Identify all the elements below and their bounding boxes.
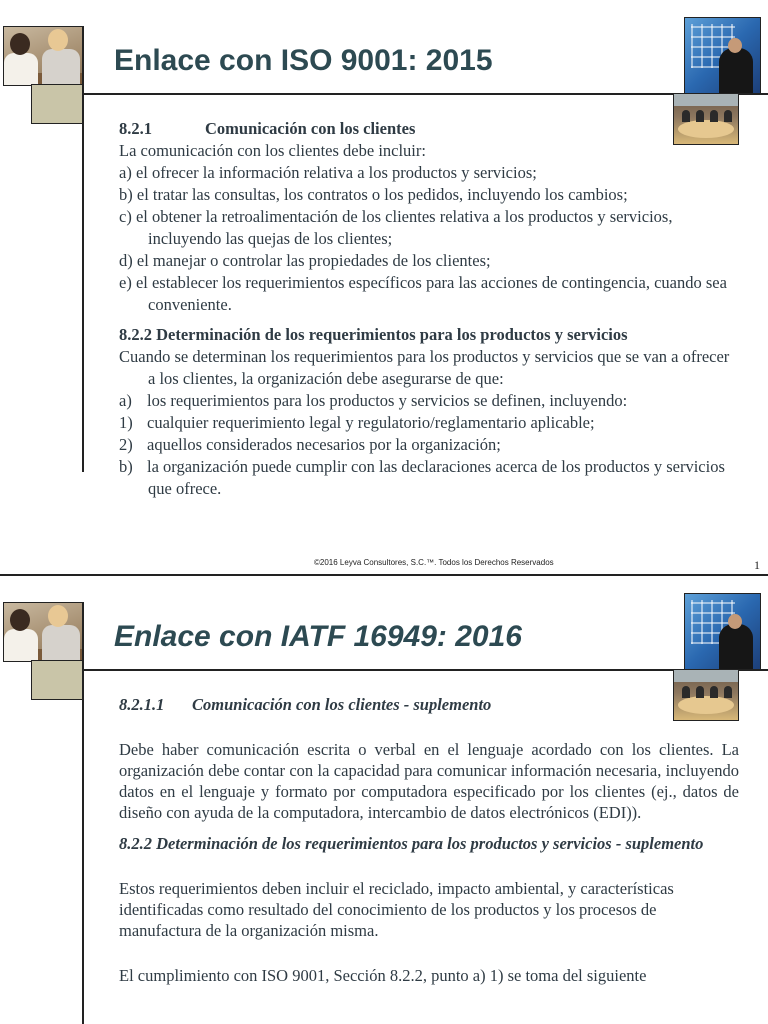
section-body: Debe haber comunicación escrita o verbal en el lenguaje acordado con los clientes. La organización debe contar con la capacidad para comunicar información necesaria, incluyendo datos en el lenguaje y formato por computadora especificado por los clientes (ej., datos de diseño con ayuda de la computadora, intercambio de datos electrónicos (EDI)). (119, 740, 739, 822)
businessman-building-icon (684, 17, 761, 94)
slide-body (119, 694, 739, 986)
list-label: 1) (119, 413, 133, 432)
list-item (119, 412, 739, 434)
list-label: 2) (119, 435, 133, 454)
copyright-footer: ©2016 Leyva Consultores, S.C.™. Todos los Derechos Reservados (314, 558, 554, 567)
title-underline (84, 93, 768, 95)
slide-2 (0, 576, 768, 1024)
page-number: 1 (754, 558, 760, 572)
truncated-text: El cumplimiento con ISO 9001, Sección 8.2.2, punto a) 1) se toma del siguiente (119, 966, 647, 985)
slide-title: Enlace con ISO 9001: 2015 (114, 44, 493, 77)
list-item: d) el manejar o controlar las propiedades de los clientes; (119, 251, 491, 270)
section-body: Estos requerimientos deben incluir el reciclado, impacto ambiental, y características identificadas como resultado del conocimiento de los productos y los procesos de manufactura de la organización misma. (119, 879, 674, 940)
list-item: c) el obtener la retroalimentación de los clientes relativa a los productos y servicios, incluyendo las quejas de los clientes; (119, 207, 673, 248)
decorative-box (31, 660, 84, 700)
list-item: b) el tratar las consultas, los contratos o los pedidos, incluyendo los cambios; (119, 185, 628, 204)
title-underline (84, 669, 768, 671)
section-heading (119, 118, 739, 140)
list-text: los requerimientos para los productos y servicios se definen, incluyendo: (147, 391, 628, 410)
section-intro: Cuando se determinan los requerimientos para los productos y servicios que se van a ofrecer a los clientes, la organización debe asegurarse de que: (119, 347, 730, 388)
section-number: 8.2.1 (119, 119, 152, 138)
list-item (119, 390, 739, 412)
decorative-box (31, 84, 84, 124)
list-text: la organización puede cumplir con las declaraciones acerca de los productos y servicios que ofrece. (147, 457, 725, 498)
people-photo-icon (3, 26, 83, 86)
vertical-divider (82, 602, 84, 1024)
list-item (119, 434, 739, 456)
people-photo-icon (3, 602, 83, 662)
slide-title: Enlace con IATF 16949: 2016 (114, 620, 522, 653)
slide-body (119, 118, 739, 500)
list-label: a) (119, 391, 132, 410)
list-text: cualquier requerimiento legal y regulatorio/reglamentario aplicable; (147, 413, 595, 432)
section-heading: 8.2.2 Determinación de los requerimientos para los productos y servicios - suplemento (119, 834, 704, 853)
list-text: aquellos considerados necesarios por la organización; (147, 435, 501, 454)
businessman-building-icon (684, 593, 761, 670)
list-item (119, 456, 739, 500)
list-item: a) el ofrecer la información relativa a los productos y servicios; (119, 163, 537, 182)
section-heading (119, 694, 739, 715)
list-item: e) el establecer los requerimientos específicos para las acciones de contingencia, cuando sea conveniente. (119, 273, 727, 314)
section-number: 8.2.1.1 (119, 695, 165, 714)
section-heading: 8.2.2 Determinación de los requerimientos para los productos y servicios (119, 325, 628, 344)
section-title: Comunicación con los clientes (205, 119, 416, 138)
list-label: b) (119, 457, 133, 476)
section-title: Comunicación con los clientes - suplemento (192, 695, 492, 714)
section-intro: La comunicación con los clientes debe incluir: (119, 141, 426, 160)
